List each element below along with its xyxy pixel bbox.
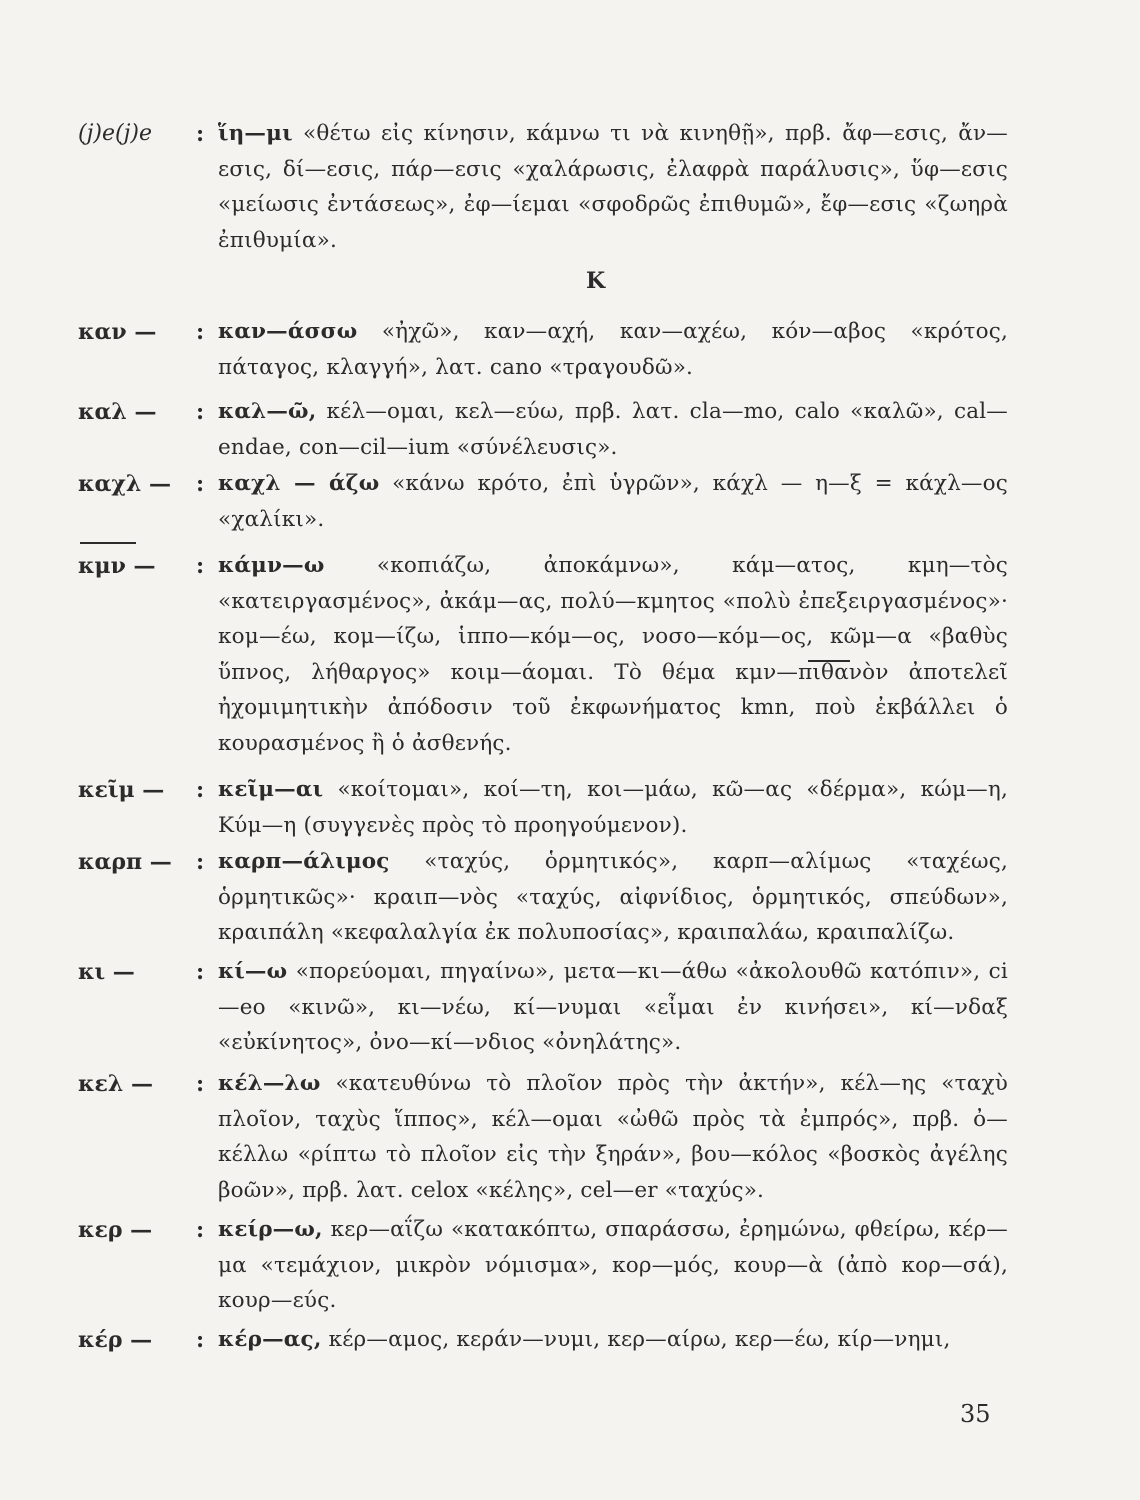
entry-text: «ἠχῶ», καν—αχή, καν—αχέω, κόν—αβος «κρότος, πάταγος, κλαγγή», λατ. cano «τραγουδῶ». [218, 319, 1008, 380]
entry-body [218, 394, 1008, 465]
entry-colon: : [196, 319, 205, 345]
entry-text: «κάνω κρότο, ἐπὶ ὑγρῶν», κάχλ — η—ξ = κάχλ—ος «χαλίκι». [218, 471, 1008, 532]
entry-colon: : [196, 777, 205, 803]
entry-headword: κεῖμ—αι [218, 777, 324, 802]
entry-headword: καν—άσσω [218, 319, 358, 344]
entry-body [218, 1212, 1008, 1319]
entry-root: κεῖμ — [78, 777, 165, 803]
entry-body [218, 1322, 1008, 1358]
entry-body [218, 548, 1008, 761]
entry-root: καχλ — [78, 471, 171, 497]
entry-ker [78, 1212, 1008, 1319]
entry-keim [78, 772, 1008, 843]
entry-root: κμν — [78, 553, 156, 579]
entry-text: «θέτω εἰς κίνησιν, κάμνω τι νὰ κινηθῇ», πρβ. ἄφ—εσις, ἄν—εσις, δί—εσις, πάρ—εσις «χαλάρωσις, ἐλαφρὰ παράλυσις», ὕφ—εσις «μείωσις ἐντάσεως», ἐφ—ίεμαι «σφοδρῶς ἐπιθυμῶ», ἔφ—εσις «ζωηρὰ ἐπιθυμία». [218, 121, 1008, 253]
entry-ker-accented [78, 1322, 1008, 1358]
entry-colon: : [196, 959, 205, 985]
entry-root: καν — [78, 319, 157, 345]
entry-headword: καχλ — άζω [218, 471, 380, 496]
entry-kan [78, 314, 1008, 385]
entry-body [218, 772, 1008, 843]
entry-headword: καρπ—άλιμος [218, 849, 390, 874]
entry-body [218, 116, 1008, 258]
entry-text: κέρ—αμος, κεράν—νυμι, κερ—αίρω, κερ—έω, κίρ—νημι, [328, 1327, 951, 1352]
entry-body [218, 1066, 1008, 1208]
entry-root: καλ — [78, 399, 157, 425]
entry-headword: κείρ—ω, [218, 1217, 323, 1242]
entry-body [218, 844, 1008, 951]
entry-root: κέρ — [78, 1327, 153, 1353]
entry-text: «κοίτομαι», κοί—τη, κοι—μάω, κῶ—ας «δέρμα», κώμ—η, Κύμ—η (συγγενὲς πρὸς τὸ προηγούμενον). [218, 777, 1008, 838]
entry-root: κι — [78, 959, 135, 985]
section-letter: Κ [586, 268, 606, 294]
entry-body [218, 466, 1008, 537]
entry-text: «κατευθύνω τὸ πλοῖον πρὸς τὴν ἀκτήν», κέλ—ης «ταχὺ πλοῖον, ταχὺς ἵππος», κέλ—ομαι «ὠθῶ πρὸς τὰ ἐμπρός», πρβ. ὀ—κέλλω «ρίπτω τὸ πλοῖον εἰς τὴν ξηράν», βου—κόλος «βοσκὸς ἀγέλης βοῶν», πρβ. λατ. celox «κέλης», cel—er «ταχύς». [218, 1071, 1008, 1203]
entry-root: κερ — [78, 1217, 153, 1243]
entry-colon: : [196, 1217, 205, 1243]
entry-root: κελ — [78, 1071, 153, 1097]
entry-text: κέλ—ομαι, κελ—εύω, πρβ. λατ. cla—mo, calo «καλῶ», cal—endae, con—cil—ium «σύνέλευσις». [218, 399, 1008, 460]
entry-text: «ταχύς, ὁρμητικός», καρπ—αλίμως «ταχέως, ὁρμητικῶς»· κραιπ—νὸς «ταχύς, αἰφνίδιος, ὁρμητικός, σπεύδων», κραιπάλη «κεφαλαλγία ἐκ πολυποσίας», κραιπαλάω, κραιπαλίζω. [218, 849, 1008, 945]
entry-colon: : [196, 471, 205, 497]
entry-body [218, 954, 1008, 1061]
entry-kmn [78, 548, 1008, 761]
entry-text: κερ—αΐζω «κατακόπτω, σπαράσσω, ἐρημώνω, φθείρω, κέρ—μα «τεμάχιον, μικρὸν νόμισμα», κορ—μός, κουρ—ὰ (ἀπὸ κορ—σά), κουρ—εύς. [218, 1217, 1008, 1313]
entry-colon: : [196, 1327, 205, 1353]
entry-colon: : [196, 121, 205, 147]
entry-headword: κί—ω [218, 959, 288, 984]
entry-headword: κέρ—ας, [218, 1327, 322, 1352]
entry-text: «πορεύομαι, πηγαίνω», μετα—κι—άθω «ἀκολουθῶ κατόπιν», ci—eo «κινῶ», κι—νέω, κί—νυμαι «εἶμαι ἐν κινήσει», κί—νδαξ «εὐκίνητος», ὀνο—κί—νδιος «ὀνηλάτης». [218, 959, 1008, 1055]
entry-colon: : [196, 399, 205, 425]
entry-colon: : [196, 553, 205, 579]
entry-karp [78, 844, 1008, 951]
entry-colon: : [196, 1071, 205, 1097]
entry-kachl [78, 466, 1008, 537]
entry-je-je [78, 116, 1008, 258]
entry-colon: : [196, 849, 205, 875]
root-overline [80, 542, 136, 544]
entry-kal [78, 394, 1008, 465]
entry-root: καρπ — [78, 849, 172, 875]
entry-headword: καλ—ῶ, [218, 399, 317, 424]
entry-root: (j)e(j)e [78, 121, 153, 146]
entry-body [218, 314, 1008, 385]
entry-headword: κάμν—ω [218, 553, 325, 578]
entry-headword: ἵη—μι [218, 121, 293, 146]
page-number: 35 [960, 1400, 991, 1428]
entry-kel [78, 1066, 1008, 1208]
theme-overline [808, 660, 850, 662]
entry-text: «κοπιάζω, ἀποκάμνω», κάμ—ατος, κμη—τὸς «κατειργασμένος», ἀκάμ—ας, πολύ—κμητος «πολὺ ἐπεξειργασμένος»· κομ—έω, κομ—ίζω, ἱππο—κόμ—ος, νοσο—κόμ—ος, κῶμ—α «βαθὺς ὕπνος, λήθαργος» κοιμ—άομαι. Τὸ θέμα κμν—πιθανὸν ἀποτελεῖ ἠχομιμητικὴν ἀπόδοσιν τοῦ ἐκφωνήματος kmn, ποὺ ἐκβάλλει ὁ κουρασμένος ἢ ὁ ἀσθενής. [218, 553, 1008, 756]
entry-headword: κέλ—λω [218, 1071, 321, 1096]
entry-ki [78, 954, 1008, 1061]
